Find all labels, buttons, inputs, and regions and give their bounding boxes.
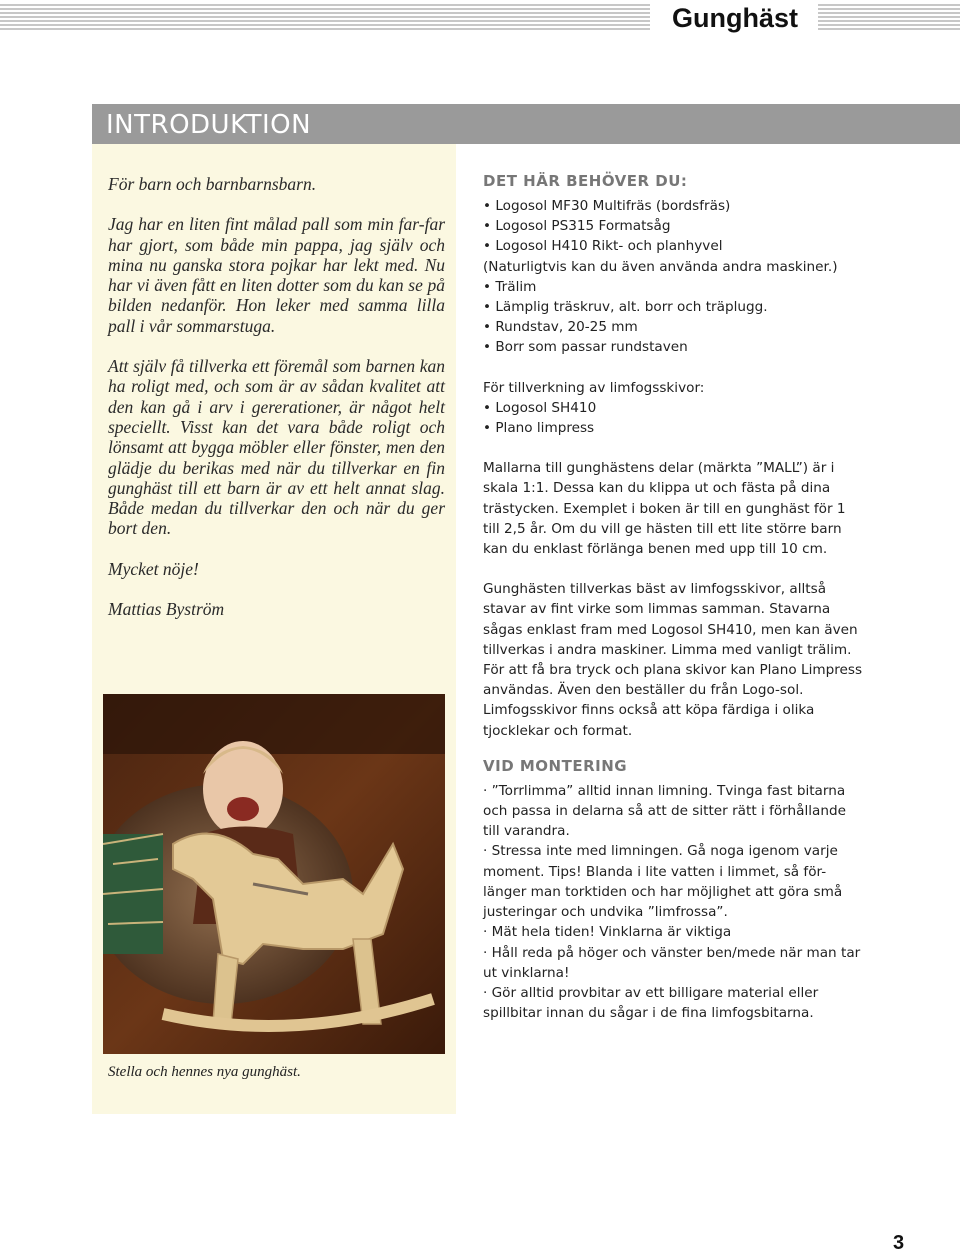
requirements-column <box>483 170 863 1023</box>
assembly-item: · Håll reda på höger och vänster ben/mede när man tar ut vinklarna! <box>483 944 861 981</box>
list-item: • Borr som passar rundstaven <box>483 339 688 356</box>
intro-paragraph: Jag har en liten fint målad pall som min far-far har gjort, som både min pappa, jag själv och mina nu ganska stora pojkar har lekt med. Nu har vi även fått en liten dotter som du kan se på bilden nedanför. Hon leker med samma lilla pall i vår sommarstuga. <box>108 214 445 336</box>
list-item: • Logosol H410 Rikt- och planhyvel <box>483 238 723 255</box>
intro-text <box>108 174 445 639</box>
list-item: • Logosol SH410 <box>483 399 597 416</box>
page-header-title: Gunghäst <box>672 3 798 33</box>
assembly-item: · Stressa inte med limningen. Gå noga igenom varje moment. Tips! Blanda i lite vatten i limmet, så för-länger man torktiden och har möjlighet att göra små justeringar och undvika ”limfrossa”. <box>483 843 843 921</box>
header-decoration-left <box>0 4 650 32</box>
list-item: • Rundstav, 20-25 mm <box>483 319 638 336</box>
material-paragraph: Gunghästen tillverkas bäst av limfogsskivor, alltså stavar av fint virke som limmas samman. Stavarna sågas enklast fram med Logosol SH410, men kan även tillverkas i andra maskiner. Limma med vanligt trälim. För att få bra tryck och plana skivor kan Plano Limpress användas. Även den beställer du från Logo-sol. Limfogsskivor finns också att köpa färdiga i olika tjocklekar och format. <box>483 581 863 739</box>
intro-paragraph: Att själv få tillverka ett föremål som barnen kan ha roligt med, och som är av sådan kvalitet att den kan gå i arv i gererationer, är något helt speciellt. Visst kan det vara både roligt och lönsamt att bygga möbler eller fönster, men den glädje du berikas med när du tillverkar en fin gunghäst till ett barn är av ett helt annat slag. Både medan du tillverkar den och när du ger bort den. <box>108 356 445 539</box>
photo-child-rocking-horse <box>103 694 445 1054</box>
intro-signature: Mattias Byström <box>108 599 225 620</box>
list-item: • Lämplig träskruv, alt. borr och träplugg. <box>483 299 768 316</box>
intro-box <box>92 144 456 1114</box>
list-item: • Trälim <box>483 278 537 295</box>
page-number: 3 <box>893 1232 905 1254</box>
list-item: (Naturligtvis kan du även använda andra maskiner.) <box>483 258 838 275</box>
intro-title: INTRODUKTION <box>106 110 312 140</box>
assembly-item: · ”Torrlimma” alltid innan limning. Tvinga fast bitarna och passa in delarna så att de sitter rätt i förhållande till varandra. <box>483 782 846 840</box>
intro-title-bar <box>92 104 960 144</box>
intro-paragraph: För barn och barnbarnsbarn. <box>108 174 317 194</box>
requirements-list <box>483 196 863 358</box>
assembly-item: · Mät hela tiden! Vinklarna är viktiga <box>483 924 732 941</box>
section-heading: VID MONTERING <box>483 756 628 775</box>
assembly-item: · Gör alltid provbitar av ett billigare material eller spillbitar innan du sågar i de fina limfogsbitarna. <box>483 984 819 1022</box>
header-decoration-right <box>818 4 960 32</box>
templates-paragraph: Mallarna till gunghästens delar (märkta ”MALL”) är i skala 1:1. Dessa kan du klippa ut och fästa på dina trästycken. Exemplet i boken är till en gunghäst för 1 till 2,5 år. Om du vill ge hästen till ett lite större barn kan du enklast förlänga benen med upp till 10 cm. <box>483 460 846 558</box>
photo-caption: Stella och hennes nya gunghäst. <box>108 1064 301 1080</box>
list-item: • Plano limpress <box>483 420 595 437</box>
list-item: • Logosol PS315 Formatsåg <box>483 218 671 235</box>
glue-list <box>483 398 863 438</box>
glue-intro-text: För tillverkning av limfogsskivor: <box>483 379 705 396</box>
list-item: • Logosol MF30 Multifräs (bordsfräs) <box>483 198 731 214</box>
intro-paragraph: Mycket nöje! <box>108 558 199 579</box>
section-heading: DET HÄR BEHÖVER DU: <box>483 172 688 190</box>
